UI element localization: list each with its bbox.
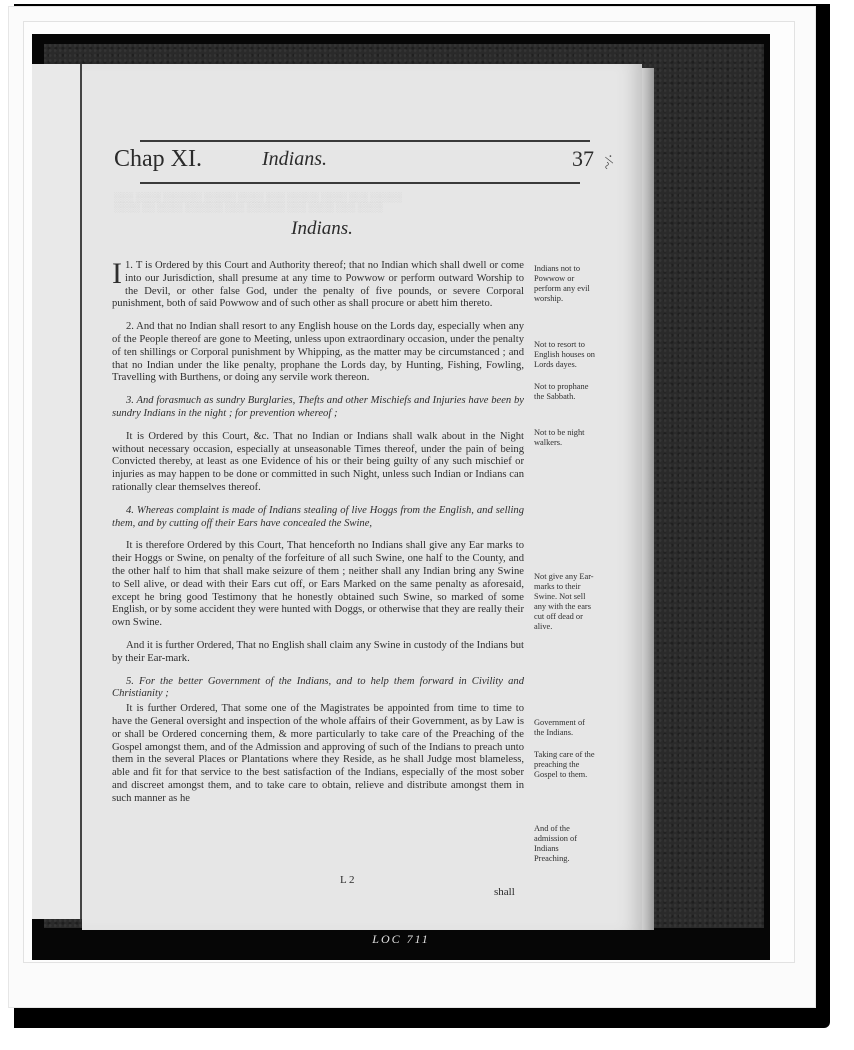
margin-note: Not to be night walkers. <box>534 428 585 447</box>
paragraph-5-preamble: 5. For the better Government of the Indians, and to help them forward in Civility and Christianity ; <box>112 675 524 700</box>
margin-note: Not to prophane the Sabbath. <box>534 382 589 401</box>
header-rule-bottom <box>140 182 580 184</box>
paragraph-number: 1. <box>125 260 133 271</box>
paragraph-4-preamble: 4. Whereas complaint is made of Indians stealing of live Hoggs from the English, and selling them, and by cutting off their Ears have concealed the Swine, <box>112 504 524 529</box>
body-text <box>112 257 524 815</box>
section-title: Indians. <box>291 218 353 239</box>
catchword: shall <box>494 886 515 898</box>
margin-note: Not to resort to English houses on Lords dayes. <box>534 340 595 369</box>
margin-note: Government of the Indians. <box>534 718 585 737</box>
paragraph-3-preamble: 3. And forasmuch as sundry Burglaries, Thefts and other Mischiefs and Injuries have been by sundry Indians in the night ; for prevention whereof ; <box>112 395 524 419</box>
facing-page-edge <box>32 64 82 919</box>
signature-mark: L 2 <box>340 874 355 886</box>
handwritten-mark: ~/· <box>599 151 620 172</box>
drop-cap: I <box>112 257 122 290</box>
paragraph-3: It is Ordered by this Court, &c. That no Indian or Indians shall walk about in the Night without necessary occasion, especially at unseasonable Times thereof, under the pain of being Convicted thereby, at least as one Evidence of his or their being guilty of any such mischief or injuries as may happen to be done or committed in such Night, unless such Indian or Indians can rationally clear themselves thereof. <box>112 430 524 493</box>
margin-note: Taking care of the preaching the Gospel to them. <box>534 750 595 779</box>
document-photograph <box>32 34 770 960</box>
margin-note: And of the admission of Indians Preaching. <box>534 824 578 863</box>
show-through-text: ░░░ ░░░░ ░░░░░░ ░░░░░ ░░░░ ░░░ ░░░░░ ░░░░ ░░░ ░░░░░ ░░░░ ░░ ░░░░ ░░░░░░ ░░░ ░░░░░░ ░░░ ░░░░ ░░░ ░░░░ <box>114 192 403 212</box>
running-title: Indians. <box>262 148 327 170</box>
running-head <box>114 146 594 176</box>
margin-note: Indians not to Powwow or perform any evil worship. <box>534 264 590 303</box>
negative-number-caption: LOC 711 <box>372 932 430 946</box>
paragraph-4: It is therefore Ordered by this Court, That henceforth no Indians shall give any Ear marks to their Hoggs or Swine, on penalty of the forfeiture of all such Swine, one half to the County, and the other half to him that shall make seizure of them ; neither shall any Indian bring any Swine to Sell alive, or dead with their Ears cut off, or Ears Marked on the same penalty as aforesaid, except he bring good Testimony that he honestly obtained such Swine, so marked of some English, or by some accident they were hunted with Doggs, or otherwise that they are really their own Swine. <box>112 540 524 629</box>
chapter-label: Chap XI. <box>114 146 202 172</box>
book-page <box>82 64 642 930</box>
margin-note: Not give any Ear-marks to their Swine. Not sell any with the ears cut off dead or alive. <box>534 572 594 631</box>
header-rule-top <box>140 140 590 142</box>
page-fore-edge <box>640 68 654 930</box>
paragraph-5: It is further Ordered, That some one of the Magistrates be appointed from time to time to have the General oversight and inspection of the whole affairs of their Government, as by Law is or shall be Ordered concerning them, & more particularly to take care of the Preaching of the Gospel amongst them, and of the Admission and approving of such of the Indians to preach unto them in the several Places or Plantations where they Reside, as he shall Judge most blameless, able and fit for that service to the best satisfaction of the Indians, especially of the most sober and discreet amongst them, and to take care to obtain, relieve and distribute amongst them in such manner as he <box>112 703 524 804</box>
page-number: 37 <box>572 146 594 171</box>
paragraph-1: 1. I T is Ordered by this Court and Authority thereof; that no Indian which shall dwell or come into our Jurisdiction, shall presume at any time to Powwow or perform outward Worship to the Devil, or other false God, under the penalty of five pounds, or severe Corporal punishment, both of said Powwow and of such other as shall procure or abett him thereto. <box>112 257 524 310</box>
paragraph-4b: And it is further Ordered, That no English shall claim any Swine in custody of the Indians but by their Ear-mark. <box>112 639 524 664</box>
paragraph-2: 2. And that no Indian shall resort to any English house on the Lords day, especially when any of the People thereof are gone to Meeting, unless upon extraordinary occasion, under the penalty of ten shillings or Corporal punishment by Whipping, as the matter may be circumstanced ; and that no Indian under the like penalty, prophane the Lords day, by Hunting, Fishing, Fowling, Travelling with Burthens, or doing any servile work thereon. <box>112 321 524 384</box>
